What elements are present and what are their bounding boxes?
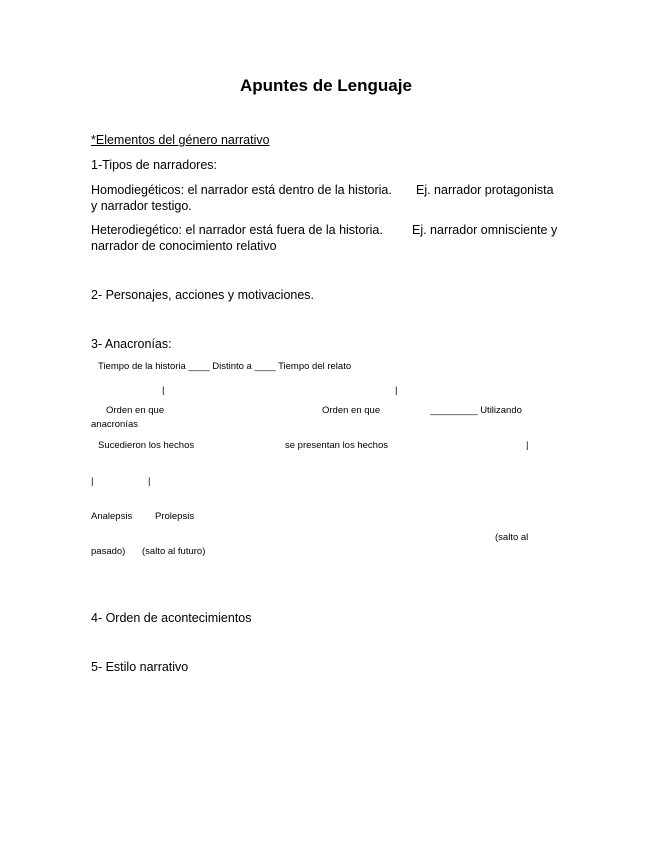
anachronies-heading: 3- Anacronías: (91, 337, 172, 351)
section-heading: *Elementos del género narrativo (91, 133, 270, 147)
narrative-style-heading: 5- Estilo narrativo (91, 660, 189, 674)
events-order-heading: 4- Orden de acontecimientos (91, 611, 252, 625)
diagram-analepsis: Analepsis (91, 511, 133, 522)
homodiegetic-definition: Homodiegéticos: el narrador está dentro de la historia. (91, 183, 392, 197)
narrator-types-heading: 1-Tipos de narradores: (91, 158, 217, 172)
heterodiegetic-example: Ej. narrador omnisciente y (412, 223, 558, 237)
heterodiegetic-definition: Heterodiegético: el narrador está fuera de la historia. (91, 223, 383, 237)
homodiegetic-example-cont: y narrador testigo. (91, 199, 192, 213)
diagram-connector: | (148, 476, 151, 487)
characters-heading: 2- Personajes, acciones y motivaciones. (91, 288, 315, 302)
diagram-salto-al: (salto al (495, 532, 529, 543)
diagram-sucedieron: Sucedieron los hechos (98, 440, 195, 451)
diagram-row-1: Tiempo de la historia ____ Distinto a ____ Tiempo del relato (98, 361, 352, 372)
diagram-prolepsis: Prolepsis (155, 511, 195, 522)
diagram-connector: | (162, 385, 165, 396)
diagram-utilizando: _________ Utilizando (430, 405, 522, 416)
diagram-futuro: (salto al futuro) (142, 546, 206, 557)
diagram-pasado: pasado) (91, 546, 126, 557)
page-title: Apuntes de Lenguaje (240, 76, 412, 95)
diagram-presentan: se presentan los hechos (285, 440, 388, 451)
diagram-connector: | (395, 385, 398, 396)
diagram-connector: | (526, 440, 529, 451)
diagram-orden-relato: Orden en que (322, 405, 381, 416)
diagram-anacronias: anacronías (91, 419, 139, 430)
homodiegetic-example: Ej. narrador protagonista (416, 183, 554, 197)
heterodiegetic-example-cont: narrador de conocimiento relativo (91, 239, 277, 253)
diagram-connector: | (91, 476, 94, 487)
diagram-orden-historia: Orden en que (106, 405, 165, 416)
